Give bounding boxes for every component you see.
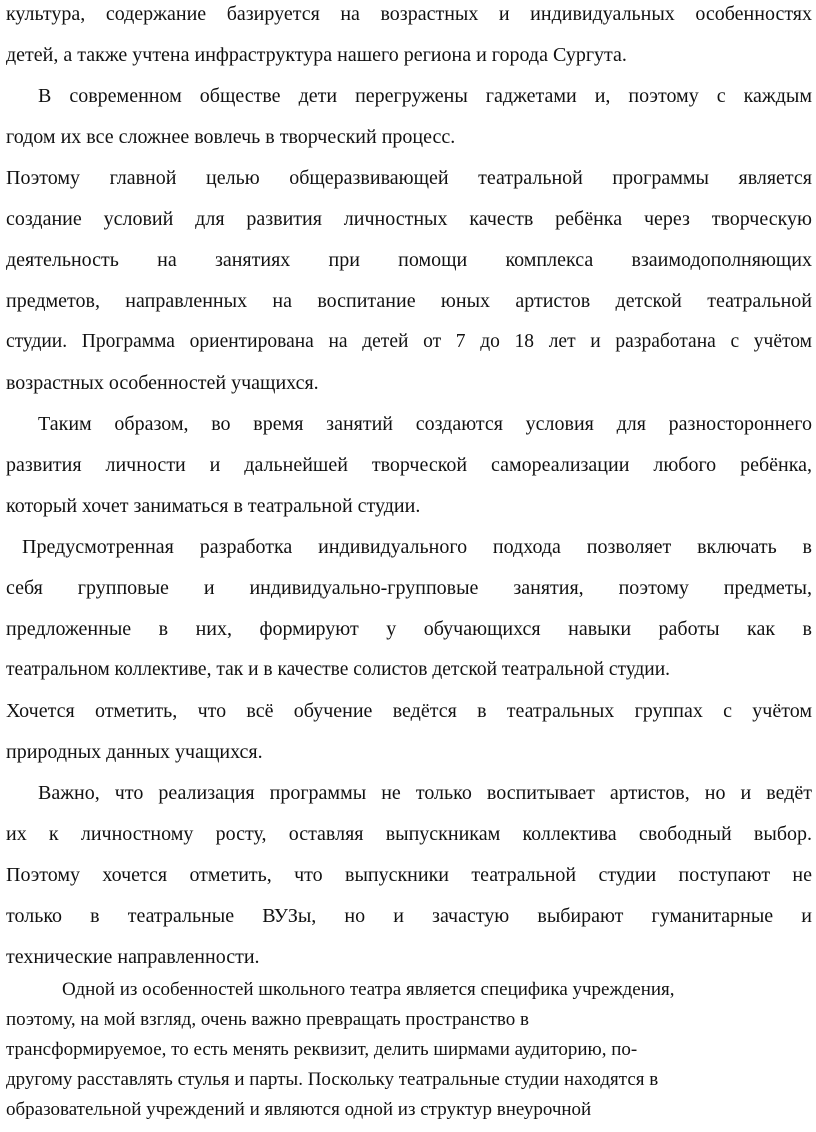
text-line: Предусмотренная разработка индивидуального подхода позволяет включать в (22, 536, 812, 558)
text-line: создание условий для развития личностных качеств ребёнка через творческую (6, 208, 812, 230)
text-line: поэтому, на мой взгляд, очень важно превращать пространство в (6, 1009, 529, 1030)
text-line: Важно, что реализация программы не только воспитывает артистов, но и ведёт (38, 782, 812, 804)
text-line: другому расставлять стулья и парты. Поскольку театральные студии находятся в (6, 1069, 659, 1090)
text-line: себя групповые и индивидуально-групповые занятия, поэтому предметы, (6, 577, 812, 599)
text-line: театральном коллективе, так и в качестве солистов детской театральной студии. (6, 659, 671, 680)
text-line: студии. Программа ориентирована на детей от 7 до 18 лет и разработана с учётом (6, 331, 812, 352)
text-line: годом их все сложнее вовлечь в творческий процесс. (6, 126, 456, 148)
text-line: В современном обществе дети перегружены гаджетами и, поэтому с каждым (38, 85, 812, 107)
text-line: культура, содержание базируется на возрастных и индивидуальных особенностях (6, 3, 812, 25)
text-line: возрастных особенностей учащихся. (6, 372, 319, 394)
text-line: Одной из особенностей школьного театра является специфика учреждения, (62, 979, 675, 1000)
text-line: трансформируемое, то есть менять реквизит, делить ширмами аудиторию, по- (6, 1039, 638, 1060)
text-line: детей, а также учтена инфраструктура нашего региона и города Сургута. (6, 44, 627, 66)
text-line: природных данных учащихся. (6, 741, 263, 763)
text-line: Поэтому хочется отметить, что выпускники театральной студии поступают не (6, 864, 812, 886)
text-line: их к личностному росту, оставляя выпускникам коллектива свободный выбор. (6, 823, 812, 845)
text-line: Таким образом, во время занятий создаются условия для разностороннего (38, 413, 812, 435)
text-line: предложенные в них, формируют у обучающихся навыки работы как в (6, 618, 812, 640)
text-line: предметов, направленных на воспитание юных артистов детской театральной (6, 290, 812, 312)
text-line: Поэтому главной целью общеразвивающей театральной программы является (6, 167, 812, 189)
text-line: технические направленности. (6, 946, 260, 968)
text-line: деятельность на занятиях при помощи комплекса взаимодополняющих (6, 249, 812, 271)
text-line: образовательной учреждений и являются одной из структур внеурочной (6, 1099, 592, 1120)
text-line: Хочется отметить, что всё обучение ведётся в театральных группах с учётом (6, 700, 812, 722)
text-line: который хочет заниматься в театральной студии. (6, 495, 421, 517)
text-line: развития личности и дальнейшей творческой самореализации любого ребёнка, (6, 454, 812, 476)
text-line: только в театральные ВУЗы, но и зачастую выбирают гуманитарные и (6, 905, 812, 927)
